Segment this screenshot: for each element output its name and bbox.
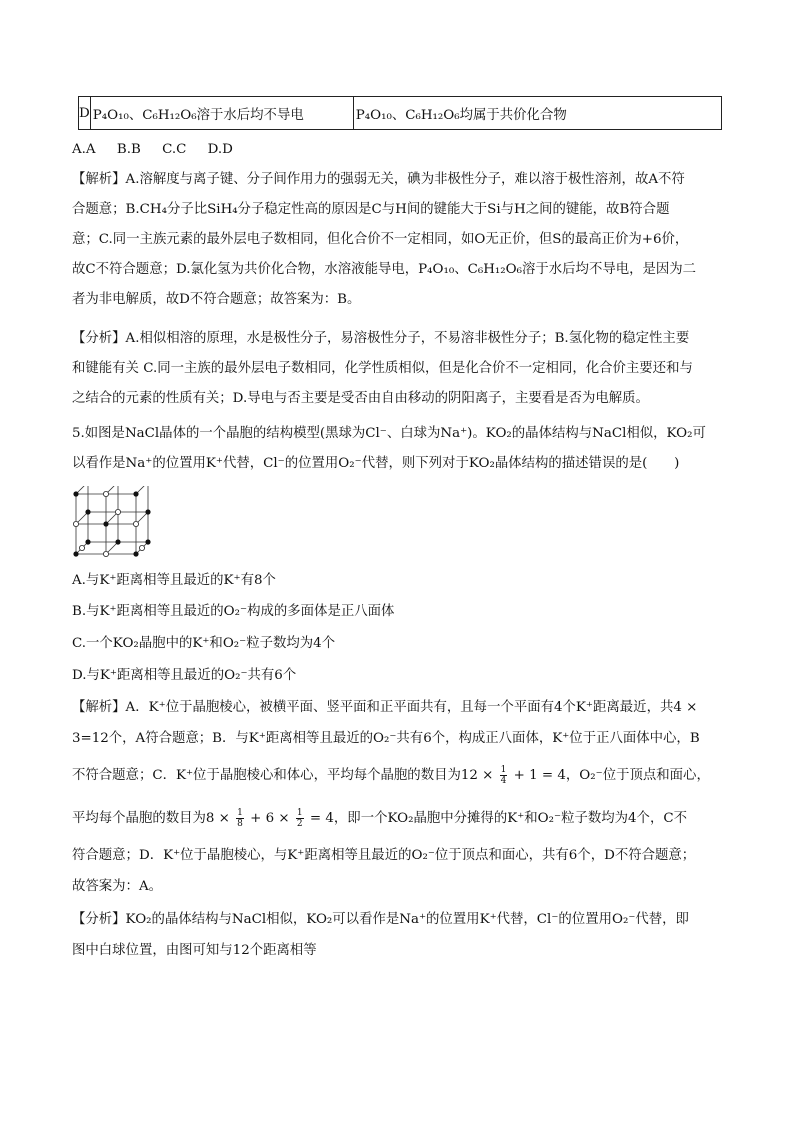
paragraph-line — [72, 762, 722, 790]
fraction — [296, 808, 304, 829]
answer-options-line: A.A B.B C.C D.D — [72, 142, 233, 157]
option-c: C.一个KO₂晶胞中的K⁺和O₂⁻粒子数均为4个 — [72, 636, 336, 651]
text-segment: 不符合题意；C．K⁺位于晶胞棱心和体心，平均每个晶胞的数目为12 × — [72, 768, 494, 783]
paragraph-line — [72, 805, 722, 833]
option-a: A.与K⁺距离相等且最近的K⁺有8个 — [72, 573, 276, 588]
nacl-unit-cell-diagram — [72, 486, 152, 558]
reason-cell: P₄O₁₀、C₆H₁₂O₆均属于共价化合物 — [353, 97, 721, 130]
paragraph-line: 【解析】A．K⁺位于晶胞棱心，被横平面、竖平面和正平面共有，且每一个平面有4个K⁺距离最近，共4 × — [72, 700, 698, 715]
fraction-numerator: 1 — [237, 808, 243, 818]
option-b: B.与K⁺距离相等且最近的O₂⁻构成的多面体是正八面体 — [72, 604, 395, 619]
text-segment: = 4，即一个KO₂晶胞中分摊得的K⁺和O₂⁻粒子数均为4个，C不 — [309, 811, 687, 826]
paragraph-line: 图中白球位置，由图可知与12个距离相等 — [72, 943, 317, 958]
fraction-numerator: 1 — [296, 808, 303, 818]
fraction-numerator: 1 — [500, 765, 507, 775]
paragraph-line: 【分析】A.相似相溶的原理，水是极性分子，易溶极性分子，不易溶非极性分子；B.氢化物的稳定性主要 — [72, 331, 690, 346]
fraction — [236, 808, 244, 829]
statement-cell: P₄O₁₀、C₆H₁₂O₆溶于水后均不导电 — [90, 97, 353, 130]
paragraph-line: 以看作是Na⁺的位置用K⁺代替，Cl⁻的位置用O₂⁻代替，则下列对于KO₂晶体结构的描述错误的是( ) — [72, 456, 680, 471]
paragraph-line: 者为非电解质，故D不符合题意；故答案为：B。 — [72, 292, 361, 307]
paragraph-line: 意；C.同一主族元素的最外层电子数相同，但化合价不一定相同，如O无正价，但S的最高正价为+6价， — [72, 232, 689, 247]
fraction — [500, 765, 508, 786]
paragraph-line: 符合题意；D．K⁺位于晶胞棱心，与K⁺距离相等且最近的O₂⁻位于顶点和面心，共有6个，D不符合题意； — [72, 848, 696, 863]
fraction-denominator: 4 — [500, 776, 507, 786]
paragraph-line: 之结合的元素的性质有关；D.导电与否主要是受否由自由移动的阴阳离子，主要看是否为电解质。 — [72, 391, 649, 406]
paragraph-line: 【解析】A.溶解度与离子键、分子间作用力的强弱无关，碘为非极性分子，难以溶于极性溶剂，故A不符 — [72, 172, 685, 187]
text-segment: 平均每个晶胞的数目为8 × — [72, 811, 230, 826]
option-letter-cell: D — [79, 97, 91, 130]
paragraph-line: 5.如图是NaCl晶体的一个晶胞的结构模型(黑球为Cl⁻、白球为Na⁺)。KO₂的晶体结构与NaCl相似，KO₂可 — [72, 426, 706, 441]
paragraph-line: 【分析】KO₂的晶体结构与NaCl相似，KO₂可以看作是Na⁺的位置用K⁺代替，Cl⁻的位置用O₂⁻代替，即 — [72, 912, 689, 927]
paragraph-line: 3=12个，A符合题意；B．与K⁺距离相等且最近的O₂⁻共有6个，构成正八面体，K⁺位于正八面体中心，B — [72, 731, 700, 746]
option-d: D.与K⁺距离相等且最近的O₂⁻共有6个 — [72, 668, 297, 683]
paragraph-line: 故答案为：A。 — [72, 879, 163, 894]
paragraph-line: 故C不符合题意；D.氯化氢为共价化合物，水溶液能导电，P₄O₁₀、C₆H₁₂O₆溶于水后均不导电，是因为二 — [72, 262, 697, 277]
text-segment: + 6 × — [250, 811, 290, 826]
fraction-denominator: 8 — [237, 819, 243, 829]
fraction-denominator: 2 — [296, 819, 303, 829]
paragraph-line: 合题意；B.CH₄分子比SiH₄分子稳定性高的原因是C与H间的键能大于Si与H之间的键能，故B符合题 — [72, 202, 670, 217]
option-table — [78, 96, 722, 130]
text-segment: + 1 = 4，O₂⁻位于顶点和面心， — [513, 768, 710, 783]
paragraph-line: 和键能有关 C.同一主族的最外层电子数相同，化学性质相似，但是化合价不一定相同，化合价主要还和与 — [72, 361, 693, 376]
table-row — [79, 97, 722, 130]
